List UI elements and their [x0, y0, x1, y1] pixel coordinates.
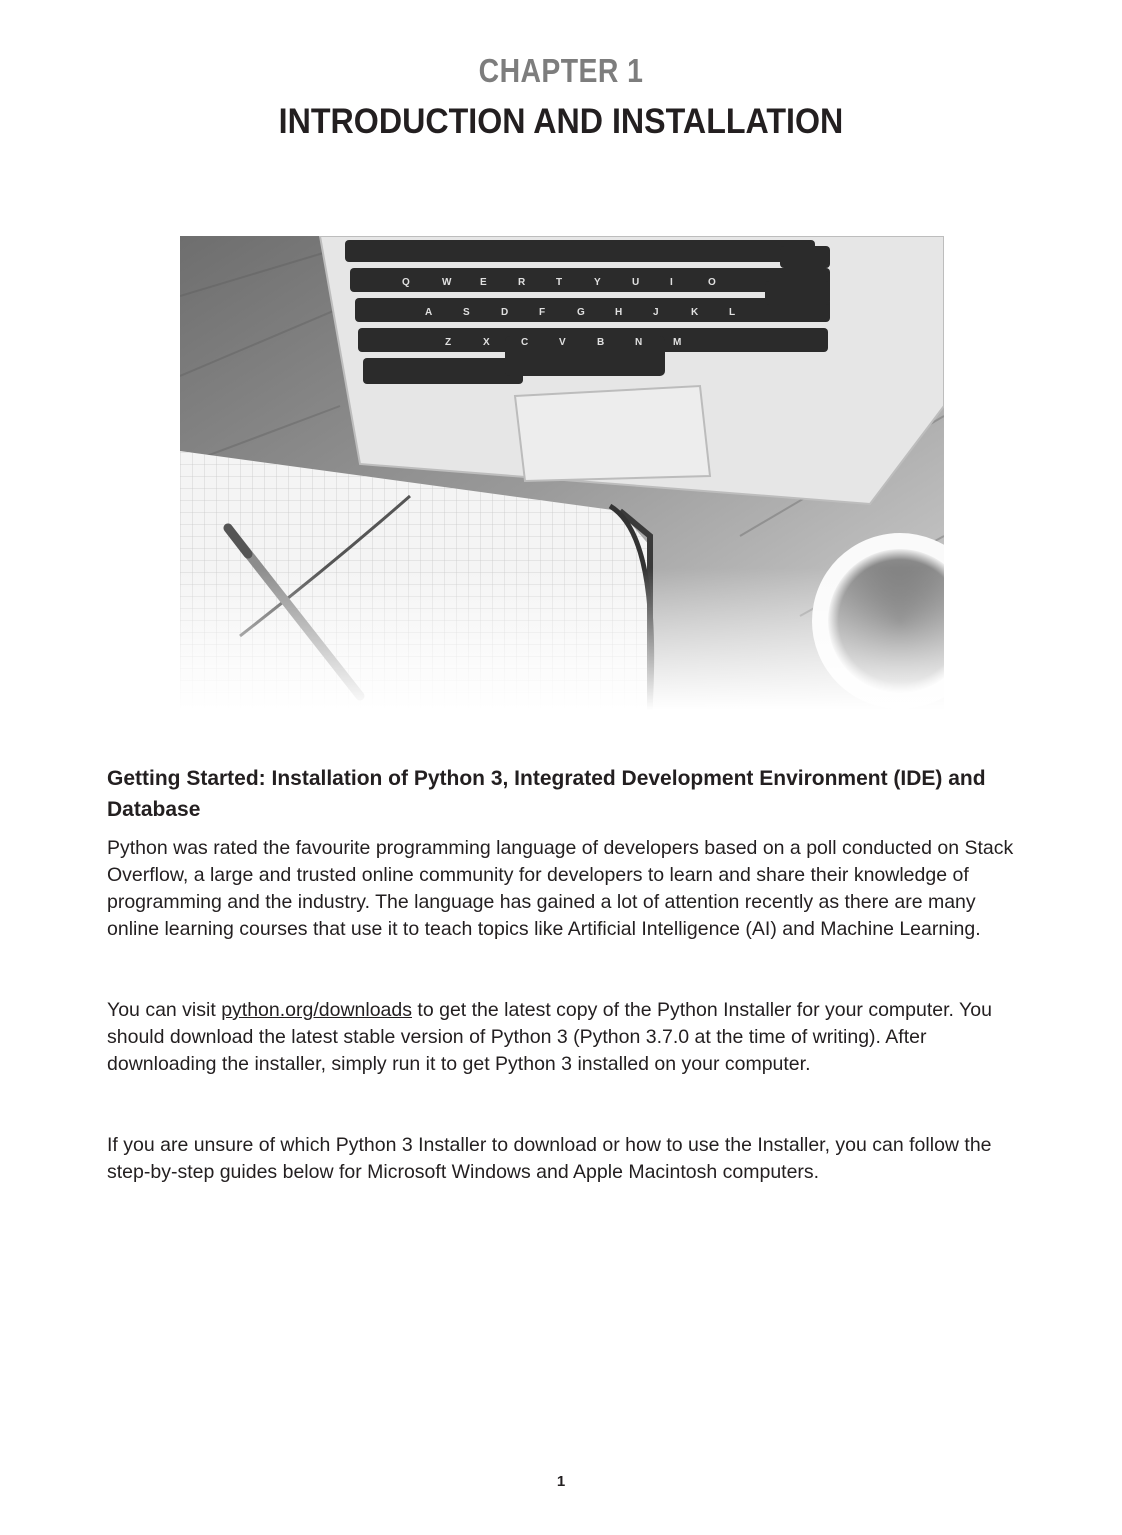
paragraph-download — [107, 997, 1017, 1078]
paragraph-intro: Python was rated the favourite programming language of developers based on a poll conducted on Stack Overflow, a large and trusted online community for developers to learn and share their knowledge of programming and the industry. The language has gained a lot of attention recently as there are many online learning courses that use it to teach topics like Artificial Intelligence (AI) and Machine Learning. — [107, 837, 1014, 940]
paragraph-download-rest: to get the latest copy of the Python Installer for your computer. You should download the latest stable version of Python 3 (Python 3.7.0 at the time of writing). After downloading the installer, simply run it to get Python 3 installed on your computer. — [107, 999, 992, 1075]
chapter-title: INTRODUCTION AND INSTALLATION — [278, 102, 844, 141]
hero-image — [180, 236, 944, 710]
page-number: 1 — [556, 1473, 566, 1490]
chapter-label: CHAPTER 1 — [478, 52, 644, 89]
paragraph-guides: If you are unsure of which Python 3 Installer to download or how to use the Installer, you can follow the step-by-step guides below for Microsoft Windows and Apple Macintosh computers. — [107, 1134, 992, 1183]
section-heading: Getting Started: Installation of Python 3, Integrated Development Environment (IDE) and Database — [107, 767, 986, 821]
paragraph-download-lead: You can visit — [107, 999, 222, 1021]
python-downloads-link[interactable]: python.org/downloads — [221, 999, 412, 1021]
